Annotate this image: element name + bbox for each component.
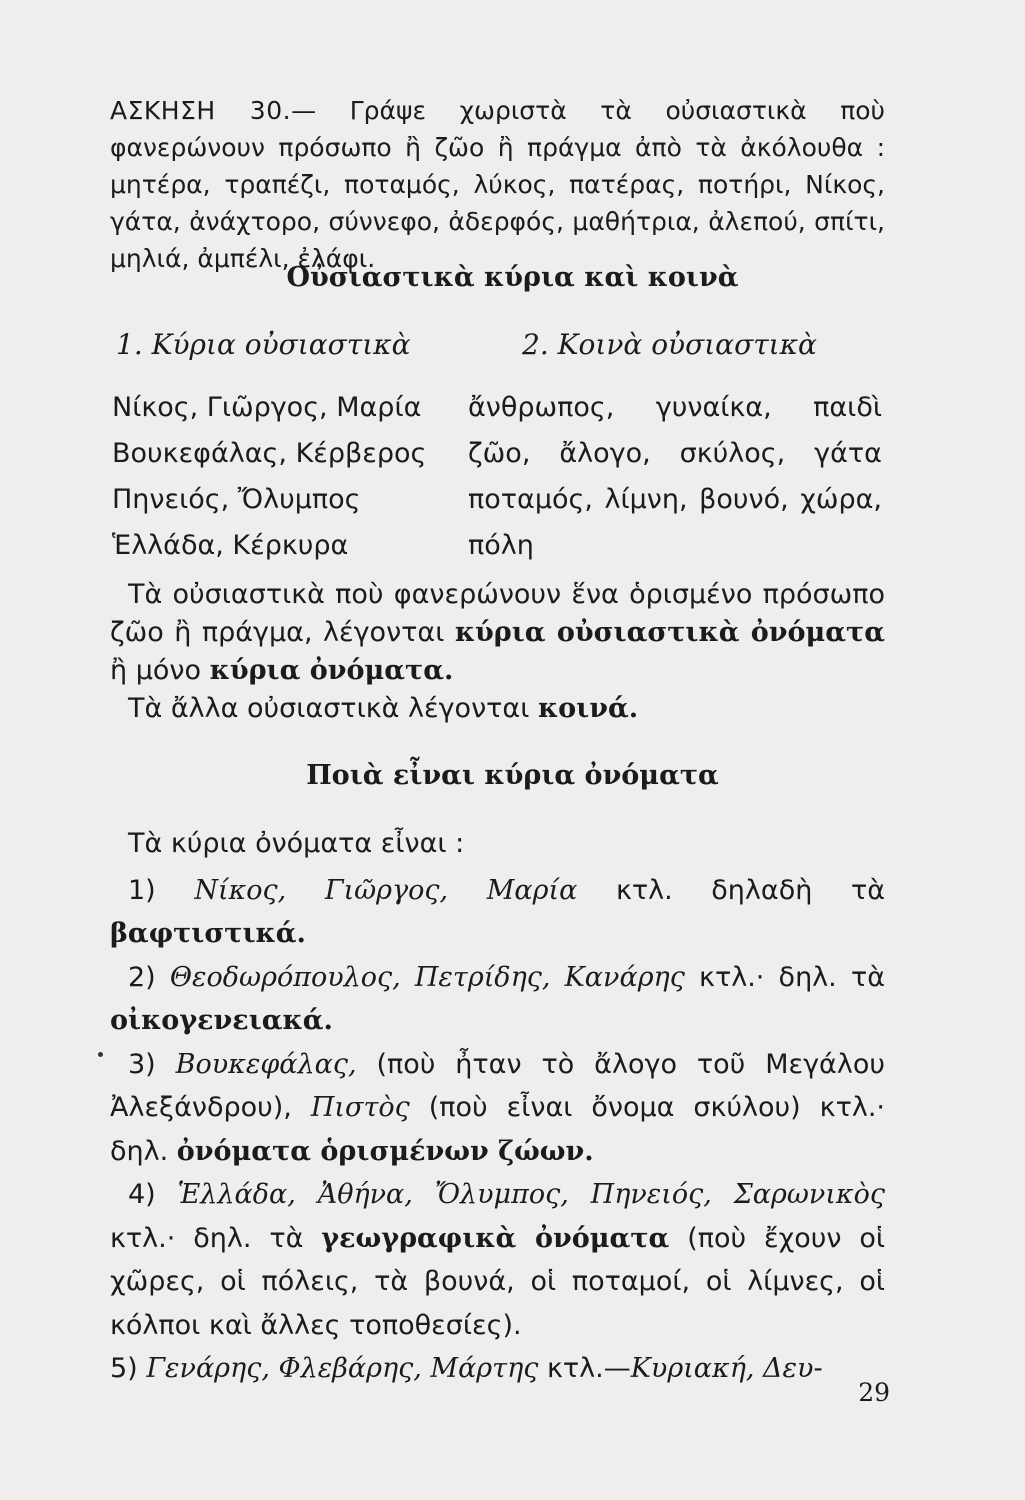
section-title: Οὐσιαστικὰ κύρια καὶ κοινὰ bbox=[286, 262, 739, 293]
proper-cell: Νίκος, Γιῶργος, Μαρία bbox=[112, 392, 422, 423]
table-row bbox=[112, 523, 887, 569]
definition-text: ἢ μόνο bbox=[110, 655, 201, 686]
item-term: βαφτιστικά. bbox=[110, 918, 306, 949]
item-text: κτλ.· δηλ. τὰ bbox=[110, 1222, 322, 1254]
margin-dot bbox=[98, 1052, 103, 1057]
list-intro: Τὰ κύρια ὀνόματα εἶναι : bbox=[128, 828, 465, 859]
definition-proper bbox=[110, 576, 885, 690]
item-text: κτλ.· δηλ. τὰ bbox=[684, 961, 885, 993]
term-proper-names: κύρια ὀνόματα. bbox=[209, 655, 454, 686]
example-names: Νίκος, Γιῶργος, Μαρία bbox=[194, 874, 578, 906]
item-number: 5) bbox=[110, 1353, 138, 1384]
proper-cell: Ἑλλάδα, Κέρκυρα bbox=[112, 530, 349, 561]
common-cell bbox=[468, 385, 882, 431]
common-word: ἄνθρωπος, bbox=[468, 392, 615, 423]
definition-text: Τὰ ἄλλα οὐσιαστικὰ λέγονται bbox=[128, 693, 530, 724]
item-number: 2) bbox=[128, 961, 156, 993]
item-term: γεωγραφικὰ ὀνόματα bbox=[321, 1222, 670, 1254]
example-names: Γενάρης, Φλεβάρης, Μάρτης bbox=[146, 1353, 539, 1384]
noun-table bbox=[112, 385, 887, 569]
table-row bbox=[112, 477, 887, 523]
page-number: 29 bbox=[858, 1378, 890, 1407]
common-word: γυναίκα, bbox=[655, 392, 772, 423]
item-text: (ποὺ εἶναι ὄνομα σκύλου) κτλ.· δηλ. bbox=[110, 1092, 885, 1167]
list-item bbox=[110, 956, 885, 1043]
exercise-label: ΑΣΚΗΣΗ 30. bbox=[110, 96, 292, 125]
common-cell bbox=[468, 431, 882, 477]
item-text: (ποὺ ἦταν τὸ ἄλογο τοῦ Μεγάλου Ἀλεξάνδρου), bbox=[110, 1048, 885, 1123]
common-word: βουνό, bbox=[699, 484, 789, 515]
table-row bbox=[112, 385, 887, 431]
common-word: σκύλος, bbox=[679, 438, 786, 469]
definition-common bbox=[110, 690, 885, 728]
item-number: 4) bbox=[128, 1179, 156, 1210]
definition-paragraph bbox=[110, 576, 885, 728]
exercise-text: — Γράψε χωριστὰ τὰ οὐσιαστικὰ ποὺ φανερώνουν πρόσωπο ἢ ζῶο ἢ πράγμα ἀπὸ τὰ ἀκόλουθα : μητέρα, τραπέζι, ποταμός, λύκος, πατέρας, ποτήρι, Νίκος, γάτα, ἀνάχτορο, σύννεφο, ἀδερφός, μαθήτρια, ἀλεπού, σπίτι, μηλιά, ἀμπέλι, ἐλάφι. bbox=[110, 96, 886, 273]
common-word: ἄλογο, bbox=[559, 438, 651, 469]
example-names: Βουκεφάλας, bbox=[175, 1048, 357, 1080]
common-word: χώρα, bbox=[800, 484, 882, 515]
example-names: Θεοδωρόπουλος, Πετρίδης, Κανάρης bbox=[169, 961, 685, 993]
list-item bbox=[110, 1043, 885, 1174]
common-nouns-heading: 2. Κοινὰ οὐσιαστικὰ bbox=[522, 328, 817, 361]
common-word: παιδὶ bbox=[813, 392, 882, 423]
definition-text: Τὰ οὐσιαστικὰ ποὺ φανερώνουν ἕνα ὁρισμένο πρόσωπο ζῶο ἢ πράγμα, λέγονται bbox=[110, 579, 885, 648]
item-text: (ποὺ ἔχουν οἱ χῶρες, οἱ πόλεις, τὰ βουνά, οἱ ποταμοί, οἱ λίμνες, οἱ κόλποι καὶ ἄλλες τοποθεσίες). bbox=[110, 1222, 886, 1341]
common-word: γάτα bbox=[814, 438, 882, 469]
item-term: ὀνόματα ὁρισμένων ζώων. bbox=[176, 1135, 594, 1167]
common-cell bbox=[468, 523, 882, 569]
proper-cell: Πηνειός, Ὄλυμπος bbox=[112, 484, 361, 515]
list-item bbox=[110, 869, 885, 956]
example-names: Κυριακή, Δευ- bbox=[630, 1353, 823, 1384]
proper-cell: Βουκεφάλας, Κέρβερος bbox=[112, 438, 427, 469]
item-term: οἰκογενειακά. bbox=[110, 1005, 333, 1036]
common-word: πόλη bbox=[468, 530, 534, 561]
item-number: 3) bbox=[128, 1048, 156, 1080]
list-item bbox=[110, 1173, 885, 1347]
example-names: Ἑλλάδα, Ἀθήνα, Ὄλυμπος, Πηνειός, Σαρωνικὸς bbox=[177, 1179, 885, 1210]
term-common: κοινά. bbox=[537, 693, 639, 724]
exercise-30 bbox=[110, 92, 885, 277]
item-text: κτλ.— bbox=[538, 1353, 631, 1384]
term-proper-nouns: κύρια οὐσιαστικὰ ὀνόματα bbox=[454, 617, 885, 648]
proper-nouns-heading: 1. Κύρια οὐσιαστικὰ bbox=[116, 328, 411, 361]
common-word: ζῶο, bbox=[468, 438, 531, 469]
item-text: κτλ. δηλαδὴ τὰ bbox=[577, 874, 885, 906]
list-item bbox=[110, 1347, 885, 1391]
item-number: 1) bbox=[128, 874, 156, 906]
example-names: Πιστὸς bbox=[310, 1092, 410, 1123]
common-word: ποταμός, bbox=[468, 484, 593, 515]
common-word: λίμνη, bbox=[604, 484, 688, 515]
common-cell bbox=[468, 477, 882, 523]
proper-names-list bbox=[110, 822, 885, 1391]
table-row bbox=[112, 431, 887, 477]
section2-title: Ποιὰ εἶναι κύρια ὀνόματα bbox=[306, 760, 719, 791]
